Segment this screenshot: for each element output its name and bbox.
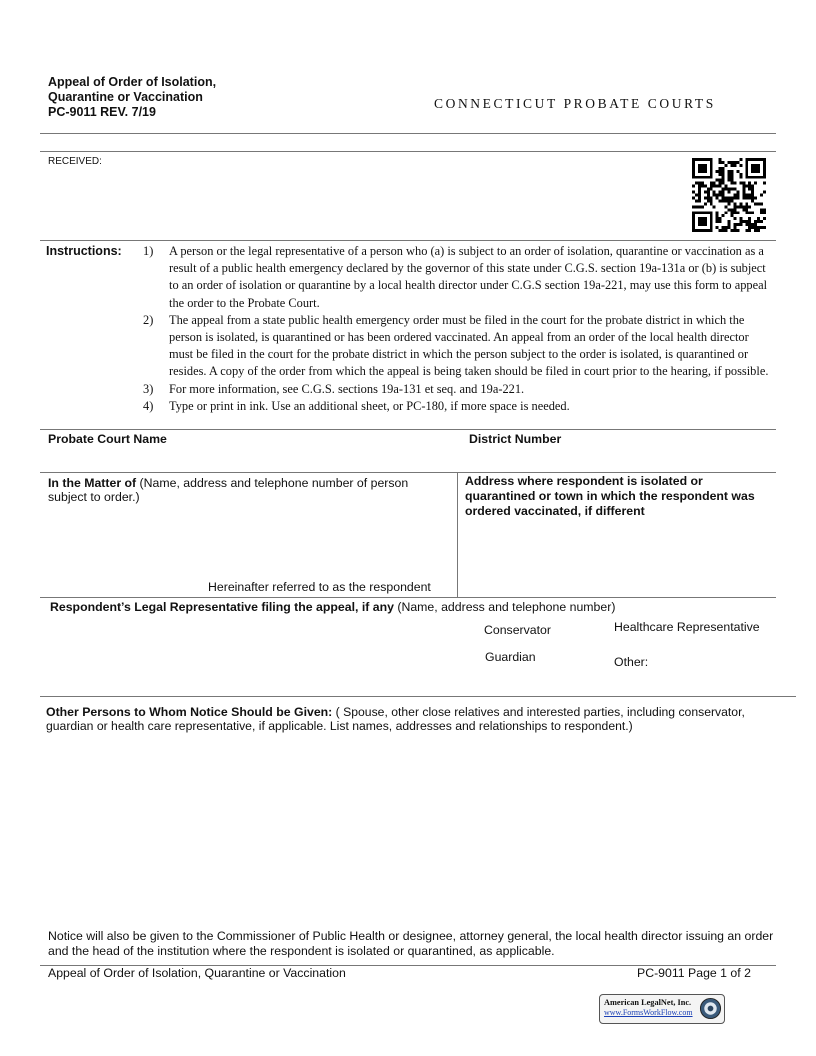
respondent-note: Hereinafter referred to as the respondent xyxy=(208,580,431,594)
respondent-address-label: Address where respondent is isolated or quarantined or town in which the respondent was ordered vaccinated, if different xyxy=(465,474,755,518)
guardian-option[interactable]: Guardian xyxy=(485,650,536,664)
respondent-address-field[interactable] xyxy=(465,522,770,592)
instruction-item xyxy=(143,398,775,415)
form-title xyxy=(48,75,216,120)
other-option[interactable]: Other: xyxy=(614,655,649,669)
form-title-line-2: Quarantine or Vaccination xyxy=(48,90,203,104)
instruction-item xyxy=(143,381,775,398)
matter-label xyxy=(48,476,448,504)
instruction-text: Type or print in ink. Use an additional sheet, or PC-180, if more space is needed. xyxy=(169,398,570,413)
form-title-line-1: Appeal of Order of Isolation, xyxy=(48,75,217,89)
district-number-label: District Number xyxy=(469,432,562,446)
other-persons-field[interactable] xyxy=(46,740,776,920)
court-heading: CONNECTICUT PROBATE COURTS xyxy=(434,96,716,111)
instruction-text: For more information, see C.G.S. sections 19a-131 et seq. and 19a-221. xyxy=(169,381,525,396)
district-number-field[interactable] xyxy=(469,448,769,470)
matter-field[interactable] xyxy=(48,506,448,578)
conservator-option[interactable]: Conservator xyxy=(484,623,551,637)
received-label: RECEIVED: xyxy=(48,156,102,167)
badge-company-name: American LegalNet, Inc. xyxy=(604,998,692,1007)
representative-label xyxy=(50,600,770,614)
instruction-number: 1) xyxy=(143,244,154,258)
header-divider xyxy=(40,133,776,134)
instruction-item xyxy=(143,312,775,381)
american-legalnet-badge[interactable] xyxy=(599,994,725,1024)
instruction-item xyxy=(143,243,775,312)
footer-form-title: Appeal of Order of Isolation, Quarantine or Vaccination xyxy=(48,966,346,980)
globe-logo-icon xyxy=(699,997,722,1020)
matter-label-note: (Name, address and telephone number of person subject to order.) xyxy=(48,476,409,504)
healthcare-representative-option[interactable]: Healthcare Representative xyxy=(614,620,760,634)
matter-column-divider xyxy=(457,472,458,597)
other-persons-label-note: ( Spouse, other close relatives and interested parties, including conservator, guardian or health care representative, if applicable. List names, addresses and relationships to respondent.) xyxy=(46,705,745,733)
instruction-number: 4) xyxy=(143,398,154,413)
instructions-label: Instructions: xyxy=(46,244,122,258)
other-persons-top-divider xyxy=(40,696,796,697)
footer-page-number: PC-9011 Page 1 of 2 xyxy=(637,966,751,980)
instruction-number: 3) xyxy=(143,381,154,396)
court-row-top-divider xyxy=(40,429,776,430)
received-top-divider xyxy=(40,151,776,152)
instruction-text: The appeal from a state public health emergency order must be filed in the court for the probate district in which the person is isolated, is quarantined or has been ordered vaccinated. An appeal from an order of the local health director must be filed in the court for the probate district in which the person subject to the order is isolated, is quarantined or resides. A copy of the order from which the appeal is being taken should be filed in court prior to the hearing, if possible. xyxy=(169,312,769,379)
notice-text: Notice will also be given to the Commissioner of Public Health or designee, attorney general, the local health director issuing an order and the head of the institution where the respondent is isolated or quarantined, as applicable. xyxy=(48,929,774,958)
badge-url-link[interactable]: www.FormsWorkFlow.com xyxy=(604,1008,693,1017)
matter-row-top-divider xyxy=(40,472,776,473)
representative-label-bold: Respondent’s Legal Representative filing the appeal, if any xyxy=(50,600,394,614)
instruction-text: A person or the legal representative of a person who (a) is subject to an order of isolation, quarantine or vaccination as a result of a public health emergency declared by the governor of this state under C.G.S. section 19a-131a or (b) is subject to an order of isolation or quarantine by a local health director under C.G.S section 19a-221, may use this form to appeal the order to the Probate Court. xyxy=(169,244,768,310)
other-persons-label xyxy=(46,705,786,733)
qr-code-icon xyxy=(692,158,766,232)
representative-label-note: (Name, address and telephone number) xyxy=(393,600,616,614)
matter-label-bold: In the Matter of xyxy=(48,476,137,490)
probate-court-name-field[interactable] xyxy=(48,448,456,470)
instruction-number: 2) xyxy=(143,312,154,327)
probate-court-name-label: Probate Court Name xyxy=(48,432,167,446)
instructions-top-divider xyxy=(40,240,776,241)
other-persons-label-bold: Other Persons to Whom Notice Should be Given: xyxy=(46,705,333,719)
representative-field[interactable] xyxy=(50,618,470,690)
representative-row-top-divider xyxy=(40,597,776,598)
instructions-list xyxy=(143,243,775,415)
form-number: PC-9011 REV. 7/19 xyxy=(48,105,156,119)
